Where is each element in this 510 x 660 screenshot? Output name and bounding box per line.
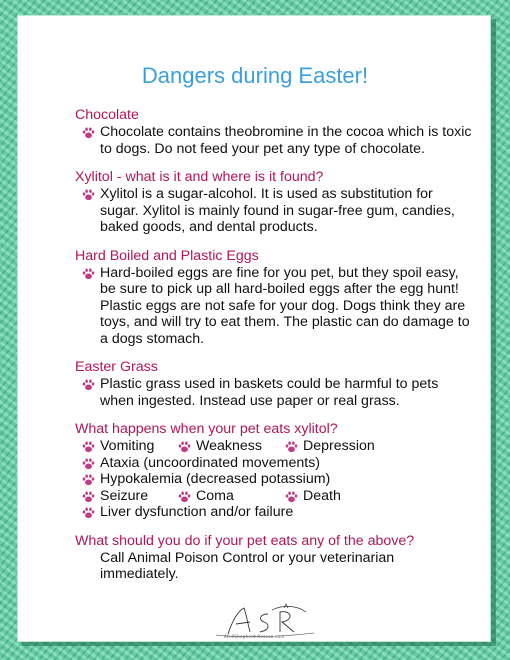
symptom-item xyxy=(80,488,148,505)
symptom-text: Ataxia (uncoordinated movements) xyxy=(100,454,321,471)
paw-print-icon xyxy=(82,189,95,201)
section-heading: Easter Grass xyxy=(75,359,158,375)
list-item xyxy=(80,124,475,157)
action-text: Call Animal Poison Control or your veterinarian immediately. xyxy=(100,549,395,582)
symptom-item xyxy=(283,488,341,505)
item-text: Hard-boiled eggs are fine for you pet, but they spoil easy, be sure to pick up all hard-boiled eggs after the egg hunt! Plastic eggs are not safe for your dog. Dogs think they are toys, and will try to eat them. The plastic can do damage to a dogs stomach. xyxy=(100,264,470,347)
symptom-item xyxy=(176,438,262,455)
content-area xyxy=(75,106,475,594)
paw-print-icon xyxy=(285,491,298,503)
paw-print-icon xyxy=(82,127,95,139)
paw-print-icon xyxy=(285,441,298,453)
paw-print-icon xyxy=(178,441,191,453)
paw-print-icon xyxy=(82,379,95,391)
paw-print-icon xyxy=(82,268,95,280)
symptom-item xyxy=(283,438,375,455)
document-page xyxy=(17,15,491,642)
section-heading: What should you do if your pet eats any of the above? xyxy=(75,532,415,549)
signature-tagline: All 4Shepherd Rescue.com xyxy=(224,634,285,639)
section-heading: Chocolate xyxy=(75,107,139,123)
paw-print-icon xyxy=(82,458,95,470)
symptom-item xyxy=(80,471,475,488)
paw-print-icon xyxy=(82,474,95,486)
symptom-item xyxy=(80,455,475,472)
symptom-text: Hypokalemia (decreased potassium) xyxy=(100,471,331,487)
item-text: Xylitol is a sugar-alcohol. It is used as substitution for sugar. Xylitol is mainly found in sugar-free gum, candies, baked goods, and dental products. xyxy=(100,186,455,235)
section-heading: Xylitol - what is it and where is it found? xyxy=(75,169,324,185)
section-eggs xyxy=(75,247,475,348)
section-heading: What happens when your pet eats xylitol? xyxy=(75,421,338,437)
paw-print-icon xyxy=(82,491,95,503)
list-item xyxy=(80,265,475,348)
paw-print-icon xyxy=(82,507,95,519)
symptom-text: Depression xyxy=(303,438,375,454)
paw-print-icon xyxy=(82,441,95,453)
section-what-to-do xyxy=(75,532,475,583)
symptom-text: Weakness xyxy=(196,438,262,454)
symptom-row xyxy=(80,488,475,505)
symptom-item xyxy=(176,488,234,505)
section-easter-grass xyxy=(75,358,475,409)
symptom-text: Death xyxy=(303,487,341,504)
section-xylitol xyxy=(75,168,475,236)
symptom-text: Liver dysfunction and/or failure xyxy=(100,504,294,520)
paw-print-icon xyxy=(178,491,191,503)
symptom-text: Vomiting xyxy=(100,438,155,454)
section-heading: Hard Boiled and Plastic Eggs xyxy=(75,247,259,264)
symptom-text: Coma xyxy=(196,487,234,504)
item-text: Plastic grass used in baskets could be harmful to pets when ingested. Instead use paper or real grass. xyxy=(100,376,439,409)
symptom-item xyxy=(80,438,154,455)
symptom-text: Seizure xyxy=(100,487,149,504)
item-text: Chocolate contains theobromine in the cocoa which is toxic to dogs. Do not feed your pet any type of chocolate. xyxy=(100,124,472,157)
section-chocolate xyxy=(75,106,475,157)
list-item xyxy=(80,186,475,236)
symptom-row xyxy=(80,438,475,455)
page-title: Dangers during Easter! xyxy=(141,63,369,88)
symptom-item xyxy=(80,504,475,521)
list-item xyxy=(80,376,475,409)
section-xylitol-symptoms xyxy=(75,420,475,521)
